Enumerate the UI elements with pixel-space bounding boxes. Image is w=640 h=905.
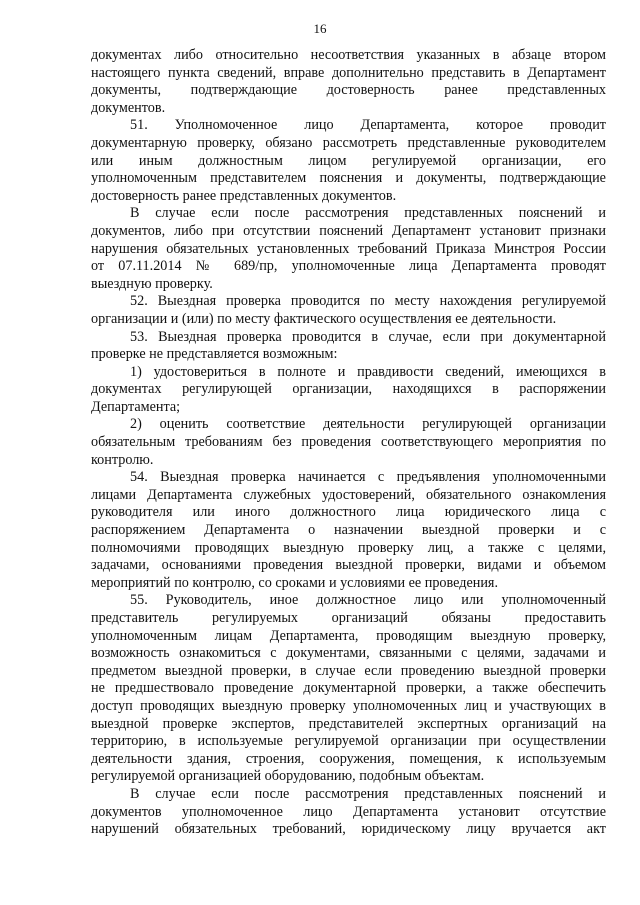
text-line: документов, либо при отсутствии пояснений Департамент установит признаки (91, 222, 606, 239)
paragraph (91, 469, 606, 592)
text-line: 55. Руководитель, иное должностное лицо или уполномоченный (130, 592, 606, 609)
text-line: деятельности здания, строения, сооружения, помещения, к используемым (91, 750, 606, 767)
text-line: документарную проверку, обязано рассмотреть представленные руководителем (91, 134, 606, 151)
paragraph (91, 592, 606, 786)
text-line: 1) удостовериться в полноте и правдивости сведений, имеющихся в (130, 363, 606, 380)
text-line: В случае если после рассмотрения представленных пояснений и (130, 785, 606, 802)
text-line: территорию, в используемые регулируемой организации при осуществлении (91, 733, 606, 750)
paragraph (91, 47, 606, 117)
text-line: контролю. (91, 451, 154, 468)
text-line: от 07.11.2014 № 689/пр, уполномоченные лица Департамента проводят (91, 258, 606, 275)
page-number: 16 (313, 21, 327, 36)
text-line: 51. Уполномоченное лицо Департамента, которое проводит (130, 117, 606, 134)
text-line: В случае если после рассмотрения представленных пояснений и (130, 205, 606, 222)
document-body (91, 47, 606, 839)
text-line: доступ проводящих выездную проверку уполномоченных лиц и участвующих в (91, 697, 606, 714)
text-line: распоряжением Департамента о назначении выездной проверки и с (91, 522, 606, 539)
paragraph (91, 117, 606, 205)
text-line: мероприятий по контролю, со сроками и условиями ее проведения. (91, 574, 499, 591)
text-line: возможность ознакомиться с документами, связанными с целями, задачами и (91, 645, 606, 662)
text-line: 52. Выездная проверка проводится по месту нахождения регулируемой (130, 293, 606, 310)
text-line: Департамента; (91, 398, 181, 415)
text-line: нарушений обязательных требований, юридическому лицу вручается акт (91, 821, 606, 838)
text-line: организации и (или) по месту фактического осуществления ее деятельности. (91, 310, 557, 327)
text-line: регулируемой организацией оборудованию, подобным объектам. (91, 768, 485, 785)
text-line: 53. Выездная проверка проводится в случае, если при документарной (130, 328, 606, 345)
text-line: руководителя или иного должностного лица юридического лица с (91, 504, 606, 521)
text-line: выездную проверку. (91, 275, 213, 292)
text-line: документов уполномоченное лицо Департамента установит отсутствие (91, 803, 606, 820)
text-line: не предшествовало проведение документарной проверки, а также обеспечить (91, 680, 606, 697)
text-line: полномочиями проводящих выездную проверку лиц, а также с целями, (91, 539, 606, 556)
text-line: нарушения обязательных установленных требований Приказа Минстроя России (91, 240, 606, 257)
text-line: проверке не представляется возможным: (91, 346, 338, 363)
text-line: или иным должностным лицом регулируемой организации, его (91, 152, 606, 169)
text-line: предметом выездной проверки, в случае если проведению выездной проверки (91, 662, 606, 679)
text-line: уполномоченным представителем пояснения и документы, подтверждающие (91, 170, 606, 187)
paragraph (91, 364, 606, 417)
paragraph (91, 416, 606, 469)
text-line: обязательным требованиям без проведения соответствующего мероприятия по (91, 434, 606, 451)
paragraph (91, 786, 606, 839)
text-line: представитель регулируемых организаций обязаны предоставить (91, 610, 606, 626)
text-line: настоящего пункта сведений, вправе дополнительно представить в Департамент (91, 64, 606, 81)
text-line: уполномоченным лицам Департамента, проводящим выездную проверку, (91, 627, 606, 644)
text-line: задачами, основаниями проведения выездной проверки, видами и объемом (91, 557, 606, 574)
text-line: выездной проверке экспертов, представителей экспертных организаций на (91, 715, 606, 732)
text-line: документах регулирующей организации, находящихся в распоряжении (91, 381, 606, 398)
text-line: лицами Департамента служебных удостоверений, обязательного ознакомления (91, 486, 606, 503)
paragraph (91, 293, 606, 328)
text-line: 54. Выездная проверка начинается с предъявления уполномоченными (130, 469, 606, 486)
paragraph (91, 329, 606, 364)
text-line: документах либо относительно несоответствия указанных в абзаце втором (91, 47, 606, 63)
text-line: документов. (91, 99, 166, 116)
text-line: документы, подтверждающие достоверность ранее представленных (91, 82, 606, 99)
paragraph (91, 205, 606, 293)
text-line: 2) оценить соответствие деятельности регулирующей организации (130, 416, 606, 433)
text-line: достоверность ранее представленных документов. (91, 187, 397, 204)
